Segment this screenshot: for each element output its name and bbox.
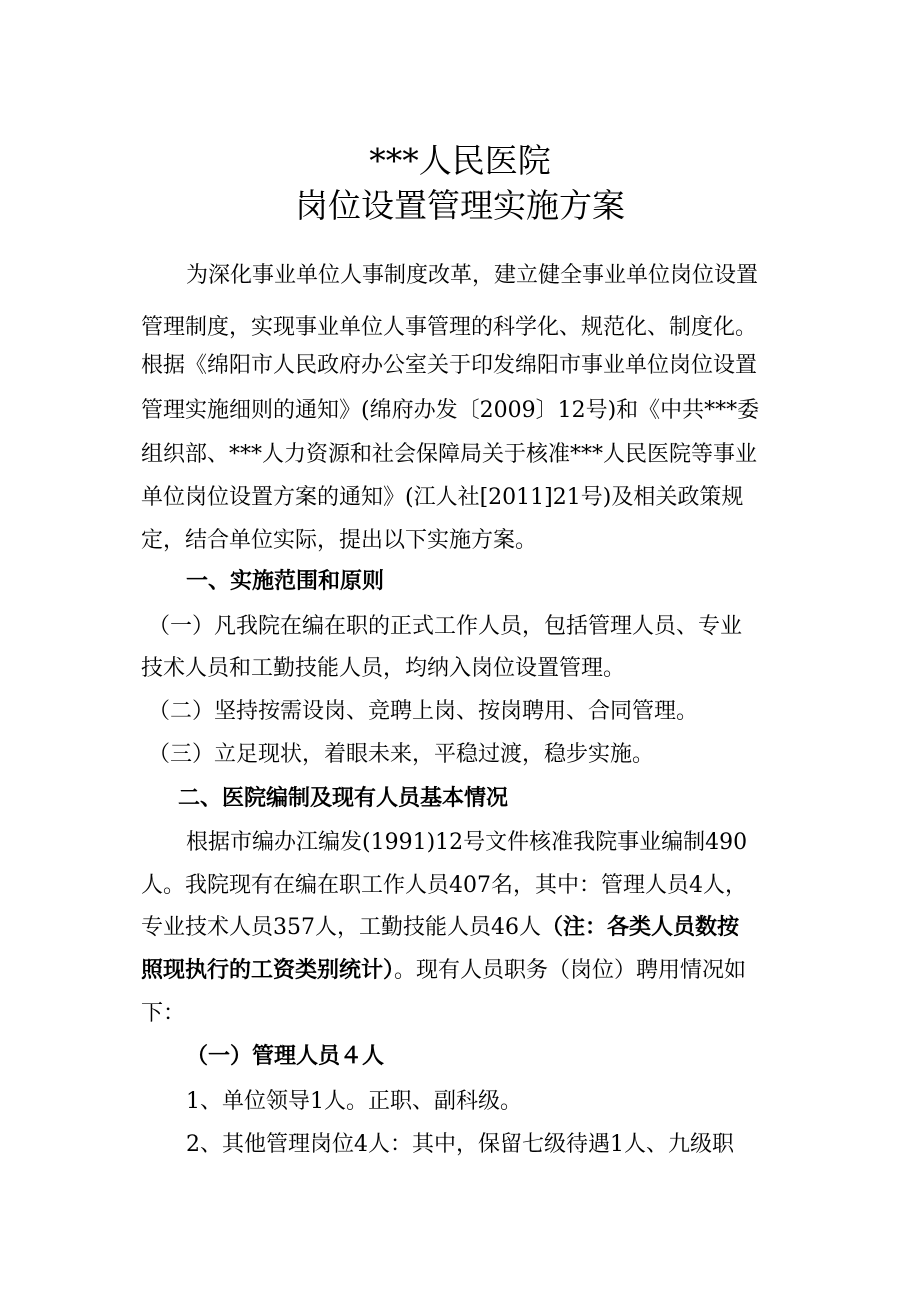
section2-note-open: （注：各类人员数按 bbox=[541, 915, 740, 940]
section2-line-4 bbox=[141, 957, 781, 985]
section2-line-4-tail: 。现有人员职务（岗位）聘用情况如 bbox=[394, 958, 747, 983]
subsection1-item-1: 1、单位领导1人。正职、副科级。 bbox=[186, 1089, 522, 1114]
section1-item-3: （三）立足现状，着眼未来，平稳过渡，稳步实施。 bbox=[148, 742, 655, 767]
section2-note-close: 照现执行的工资类别统计） bbox=[141, 958, 395, 983]
section1-item-1: （一）凡我院在编在职的正式工作人员，包括管理人员、专业 bbox=[148, 614, 743, 639]
intro-line-4: 管理实施细则的通知》(绵府办发〔2009〕12号)和《中共***委 bbox=[141, 398, 760, 423]
intro-line-7: 定，结合单位实际，提出以下实施方案。 bbox=[141, 528, 538, 553]
document-title-plan: 岗位设置管理实施方案 bbox=[295, 186, 625, 225]
intro-line-5: 组织部、***人力资源和社会保障局关于核准***人民医院等事业 bbox=[141, 442, 758, 467]
section1-heading: 一、实施范围和原则 bbox=[186, 569, 385, 594]
intro-line-1: 为深化事业单位人事制度改革，建立健全事业单位岗位设置 bbox=[186, 263, 759, 288]
section2-line-3 bbox=[141, 914, 781, 942]
intro-line-3: 根据《绵阳市人民政府办公室关于印发绵阳市事业单位岗位设置 bbox=[141, 353, 758, 378]
section2-heading: 二、医院编制及现有人员基本情况 bbox=[178, 786, 509, 811]
subsection1-heading: （一）管理人员４人 bbox=[186, 1044, 385, 1069]
section1-item-1-cont: 技术人员和工勤技能人员，均纳入岗位设置管理。 bbox=[141, 656, 626, 681]
section1-item-2: （二）坚持按需设岗、竞聘上岗、按岗聘用、合同管理。 bbox=[148, 699, 699, 724]
subsection1-item-2: 2、其他管理岗位4人：其中，保留七级待遇1人、九级职 bbox=[186, 1132, 734, 1157]
intro-line-6: 单位岗位设置方案的通知》(江人社[2011]21号)及相关政策规 bbox=[141, 485, 744, 510]
document-title-hospital: ***人民医院 bbox=[369, 141, 551, 180]
section2-line-2: 人。我院现有在编在职工作人员407名，其中：管理人员4人， bbox=[141, 873, 747, 898]
section2-line-5: 下： bbox=[141, 1001, 186, 1026]
section2-line-3-text: 专业技术人员357人，工勤技能人员46人 bbox=[141, 915, 541, 940]
intro-line-2: 管理制度，实现事业单位人事管理的科学化、规范化、制度化。 bbox=[141, 315, 758, 340]
section2-line-1: 根据市编办江编发(1991)12号文件核准我院事业编制490 bbox=[186, 830, 748, 855]
